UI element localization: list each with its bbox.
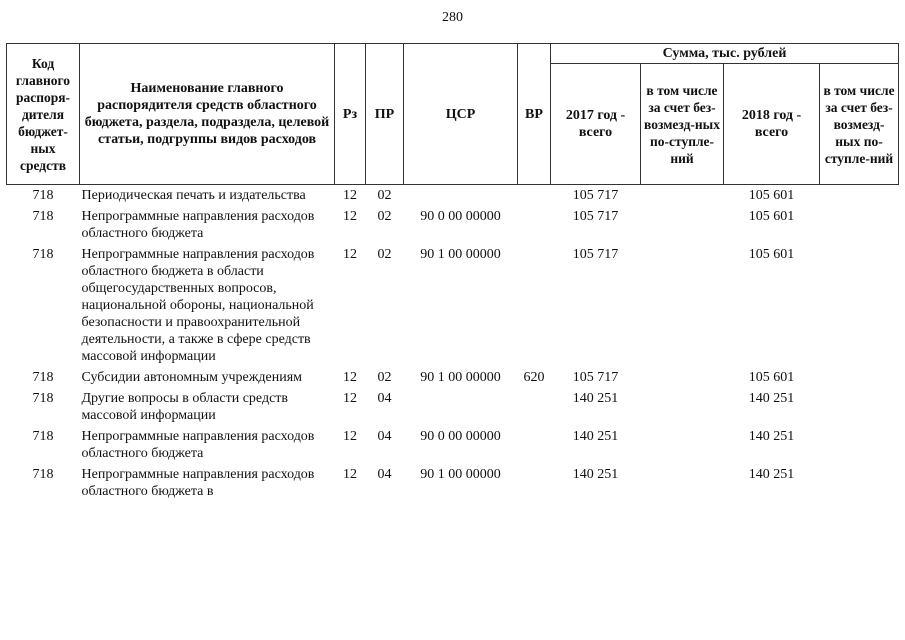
table-row [7, 426, 899, 462]
cell-csr: 90 0 00 00000 [420, 209, 501, 224]
cell-rz: 12 [343, 429, 357, 444]
cell-2018-gratuitous [820, 464, 899, 500]
cell-csr: 90 1 00 00000 [420, 467, 501, 482]
cell-rz: 12 [343, 209, 357, 224]
header-2017-gratuitous: в том числе за счет без-возмезд-ных по-ступле-ний [641, 64, 724, 185]
cell-vr [518, 426, 551, 462]
cell-2017-gratuitous [641, 185, 724, 205]
cell-csr [404, 185, 518, 205]
table-row [7, 206, 899, 242]
header-csr: ЦСР [404, 44, 518, 185]
header-pr: ПР [366, 44, 404, 185]
header-vr: ВР [518, 44, 551, 185]
cell-code: 718 [32, 429, 54, 444]
cell-2017-total: 105 717 [572, 188, 619, 203]
cell-rz: 12 [343, 370, 357, 385]
cell-2018-total: 140 251 [748, 467, 795, 482]
cell-code: 718 [32, 467, 54, 482]
cell-2017-gratuitous [641, 426, 724, 462]
cell-rz: 12 [343, 391, 357, 406]
cell-pr: 02 [377, 188, 392, 203]
cell-name: Периодическая печать и издательства [81, 188, 306, 203]
cell-code: 718 [32, 209, 54, 224]
cell-name: Непрограммные направления расходов областного бюджета [81, 209, 315, 241]
budget-table [6, 43, 899, 500]
header-2017-total: 2017 год - всего [551, 64, 641, 185]
cell-2017-total: 105 717 [572, 370, 619, 385]
cell-vr [518, 388, 551, 424]
cell-code: 718 [32, 370, 54, 385]
cell-code: 718 [32, 247, 54, 262]
header-name: Наименование главного распорядителя средств областного бюджета, раздела, подраздела, целевой статьи, подгруппы видов расходов [80, 44, 335, 185]
cell-pr: 02 [377, 209, 392, 224]
cell-name: Непрограммные направления расходов областного бюджета в [81, 467, 315, 499]
table-body [7, 185, 899, 501]
header-2018-gratuitous: в том числе за счет без-возмезд-ных по-ступле-ний [820, 64, 899, 185]
cell-2017-gratuitous [641, 388, 724, 424]
cell-2018-total: 105 601 [748, 188, 795, 203]
cell-2018-total: 140 251 [748, 391, 795, 406]
cell-2018-gratuitous [820, 367, 899, 386]
table-row [7, 388, 899, 424]
cell-csr [404, 388, 518, 424]
table-header [7, 44, 899, 185]
cell-2017-gratuitous [641, 464, 724, 500]
cell-2017-gratuitous [641, 367, 724, 386]
cell-csr: 90 0 00 00000 [420, 429, 501, 444]
cell-code: 718 [32, 391, 54, 406]
cell-name: Другие вопросы в области средств массовой информации [81, 391, 289, 423]
cell-rz: 12 [343, 247, 357, 262]
table-row [7, 464, 899, 500]
cell-rz: 12 [343, 188, 357, 203]
cell-vr: 620 [523, 370, 545, 385]
cell-rz: 12 [343, 467, 357, 482]
cell-2018-total: 140 251 [748, 429, 795, 444]
cell-2017-total: 105 717 [572, 247, 619, 262]
table-row [7, 185, 899, 205]
cell-2018-total: 105 601 [748, 370, 795, 385]
header-sum-group: Сумма, тыс. рублей [551, 44, 899, 64]
header-rz: Рз [335, 44, 366, 185]
header-code: Код главного распоря-дителя бюджет-ных средств [7, 44, 80, 185]
cell-pr: 02 [377, 247, 392, 262]
cell-pr: 04 [377, 467, 392, 482]
cell-pr: 02 [377, 370, 392, 385]
cell-2017-gratuitous [641, 244, 724, 365]
cell-name: Непрограммные направления расходов областного бюджета [81, 429, 315, 461]
cell-vr [518, 185, 551, 205]
cell-csr: 90 1 00 00000 [420, 370, 501, 385]
cell-vr [518, 464, 551, 500]
table-row [7, 367, 899, 386]
cell-name: Непрограммные направления расходов областного бюджета в области общегосударственных вопросов, национальной обороны, национальной безопасности и правоохранительной деятельности, а также в сфере средств массовой информации [81, 247, 315, 364]
cell-2018-gratuitous [820, 206, 899, 242]
cell-2017-total: 140 251 [572, 467, 619, 482]
cell-2018-total: 105 601 [748, 209, 795, 224]
cell-vr [518, 206, 551, 242]
cell-2018-gratuitous [820, 426, 899, 462]
cell-2018-gratuitous [820, 388, 899, 424]
cell-code: 718 [32, 188, 54, 203]
cell-name: Субсидии автономным учреждениям [81, 370, 303, 385]
header-2018-total: 2018 год - всего [724, 64, 820, 185]
cell-2017-total: 140 251 [572, 391, 619, 406]
cell-pr: 04 [377, 429, 392, 444]
cell-2018-gratuitous [820, 244, 899, 365]
cell-2017-gratuitous [641, 206, 724, 242]
cell-pr: 04 [377, 391, 392, 406]
cell-2017-total: 105 717 [572, 209, 619, 224]
cell-2018-gratuitous [820, 185, 899, 205]
cell-2017-total: 140 251 [572, 429, 619, 444]
cell-vr [518, 244, 551, 365]
table-row [7, 244, 899, 365]
page-number: 280 [442, 10, 463, 25]
cell-csr: 90 1 00 00000 [420, 247, 501, 262]
cell-2018-total: 105 601 [748, 247, 795, 262]
